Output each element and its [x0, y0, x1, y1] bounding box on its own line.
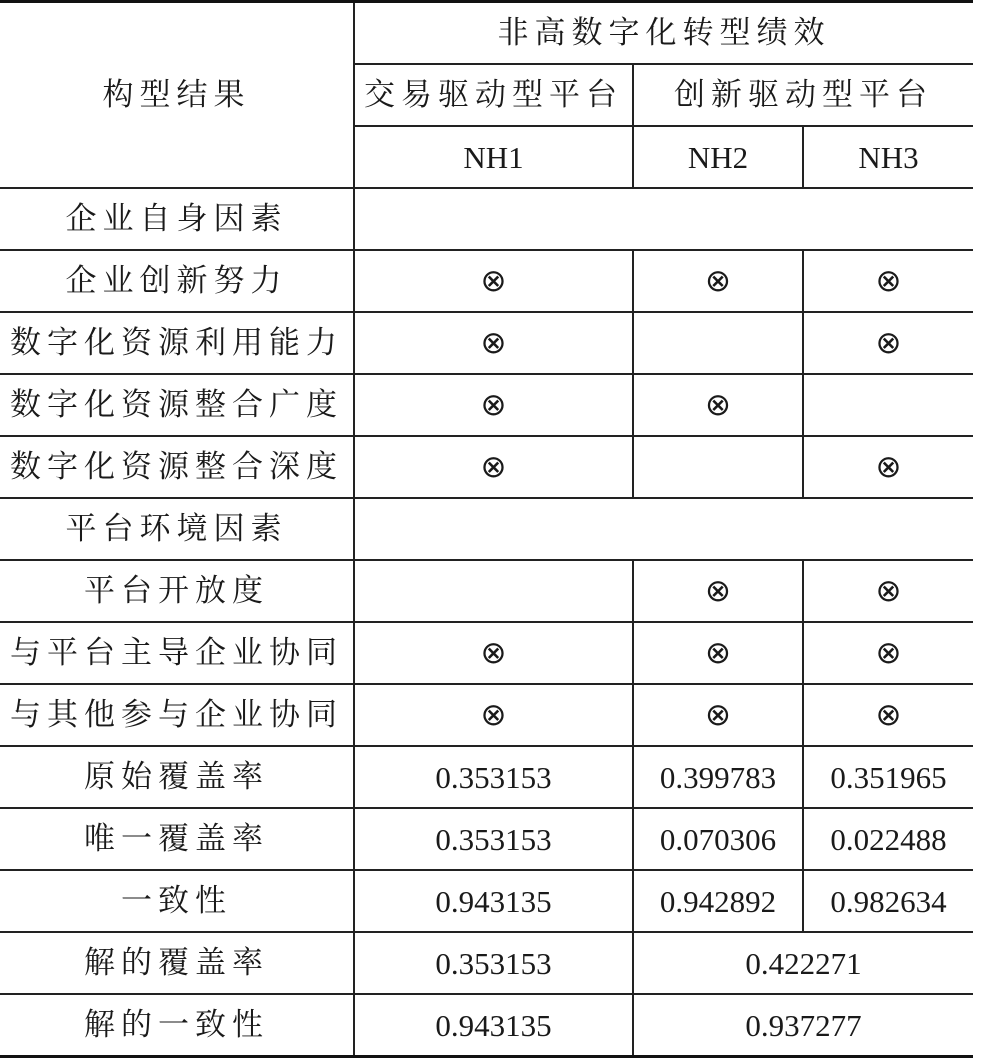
config-nh1: NH1 [354, 126, 633, 188]
solution-row [0, 994, 973, 1057]
metric-row [0, 746, 973, 808]
result-label: 构型结果 [0, 2, 354, 189]
table-row [0, 312, 973, 374]
condition-cell: ⊗ [803, 622, 973, 684]
metric-value: 0.982634 [803, 870, 973, 932]
condition-cell: ⊗ [354, 312, 633, 374]
condition-cell: ⊗ [803, 250, 973, 312]
solution-value: 0.353153 [354, 932, 633, 994]
metric-row [0, 870, 973, 932]
condition-label: 与其他参与企业协同 [0, 684, 354, 746]
platform-type-transaction: 交易驱动型平台 [354, 64, 633, 126]
solution-row [0, 932, 973, 994]
condition-cell [633, 436, 803, 498]
condition-cell: ⊗ [633, 622, 803, 684]
section-row-enterprise [0, 188, 973, 250]
condition-label: 企业创新努力 [0, 250, 354, 312]
condition-label: 数字化资源整合深度 [0, 436, 354, 498]
condition-label: 数字化资源整合广度 [0, 374, 354, 436]
config-nh3: NH3 [803, 126, 973, 188]
condition-cell: ⊗ [633, 250, 803, 312]
condition-cell [803, 374, 973, 436]
condition-cell: ⊗ [354, 374, 633, 436]
table-row [0, 436, 973, 498]
condition-cell [633, 312, 803, 374]
table-row [0, 374, 973, 436]
metric-value: 0.399783 [633, 746, 803, 808]
condition-cell: ⊗ [354, 436, 633, 498]
section-row-platform [0, 498, 973, 560]
condition-cell: ⊗ [633, 374, 803, 436]
metric-label: 原始覆盖率 [0, 746, 354, 808]
metric-value: 0.353153 [354, 746, 633, 808]
metric-label: 唯一覆盖率 [0, 808, 354, 870]
condition-cell [354, 560, 633, 622]
condition-cell: ⊗ [803, 560, 973, 622]
table-row [0, 622, 973, 684]
metric-value: 0.022488 [803, 808, 973, 870]
section-label-platform: 平台环境因素 [0, 498, 354, 560]
solution-value: 0.937277 [633, 994, 973, 1057]
solution-value: 0.943135 [354, 994, 633, 1057]
config-nh2: NH2 [633, 126, 803, 188]
table-row [0, 250, 973, 312]
metric-value: 0.351965 [803, 746, 973, 808]
metric-label: 一致性 [0, 870, 354, 932]
condition-cell: ⊗ [633, 684, 803, 746]
condition-cell: ⊗ [633, 560, 803, 622]
metric-value: 0.942892 [633, 870, 803, 932]
table-row [0, 684, 973, 746]
metric-value: 0.070306 [633, 808, 803, 870]
condition-label: 与平台主导企业协同 [0, 622, 354, 684]
condition-cell: ⊗ [354, 250, 633, 312]
condition-cell: ⊗ [803, 312, 973, 374]
table-row [0, 560, 973, 622]
metric-value: 0.943135 [354, 870, 633, 932]
solution-value: 0.422271 [633, 932, 973, 994]
condition-label: 平台开放度 [0, 560, 354, 622]
condition-label: 数字化资源利用能力 [0, 312, 354, 374]
solution-label: 解的一致性 [0, 994, 354, 1057]
condition-cell: ⊗ [803, 436, 973, 498]
condition-cell: ⊗ [354, 622, 633, 684]
group-title: 非高数字化转型绩效 [354, 2, 973, 65]
solution-label: 解的覆盖率 [0, 932, 354, 994]
section-spacer [354, 188, 973, 250]
platform-type-innovation: 创新驱动型平台 [633, 64, 973, 126]
metric-row [0, 808, 973, 870]
section-label-enterprise: 企业自身因素 [0, 188, 354, 250]
header-row-1 [0, 2, 973, 65]
metric-value: 0.353153 [354, 808, 633, 870]
section-spacer [354, 498, 973, 560]
condition-cell: ⊗ [354, 684, 633, 746]
condition-cell: ⊗ [803, 684, 973, 746]
